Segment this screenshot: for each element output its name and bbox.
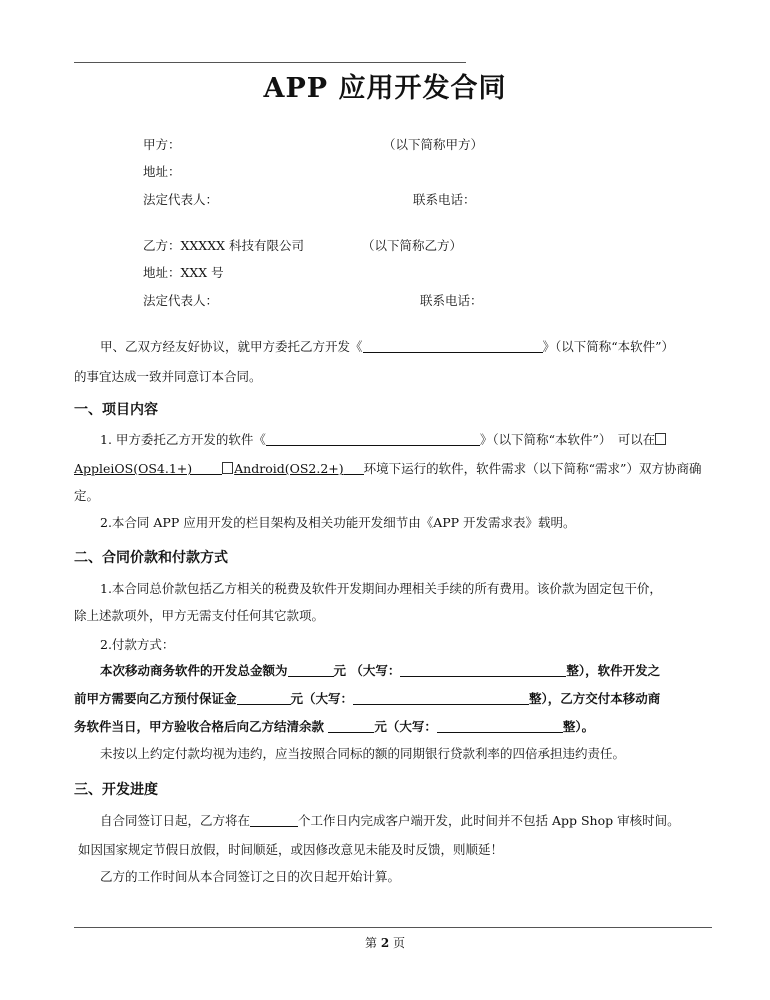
section-3-heading: 三、开发进度: [74, 782, 158, 798]
s2-bold-line1-end: 整），软件开发之: [566, 663, 661, 678]
s3-p2: 如因国家规定节假日放假，时间顺延，或因修改意见未能及时反馈，则顺延！: [78, 842, 504, 857]
total-amount-label: 本次移动商务软件的开发总金额为: [100, 663, 288, 678]
page-footer: [0, 934, 770, 951]
header-rule: [74, 62, 466, 63]
party-b-phone: 联系电话：: [420, 293, 483, 308]
workdays-blank[interactable]: [250, 813, 298, 827]
s3-p3: 乙方的工作时间从本合同签订之日的次日起开始计算。: [100, 869, 401, 884]
footer-post: 页: [393, 936, 406, 950]
s1-item1-line2: [74, 460, 701, 478]
android-checkbox[interactable]: [222, 462, 233, 474]
s2-breach: 未按以上约定付款均视为违约，应当按照合同标的额的同期银行贷款利率的四倍承担违约责任。: [100, 746, 626, 761]
intro-line-1: [100, 338, 674, 356]
deposit-label: 前甲方需要向乙方预付保证金: [74, 691, 237, 706]
s2-p1-line2: 除上述款项外，甲方无需支付任何其它款项。: [74, 608, 325, 623]
deposit-capital-blank[interactable]: [353, 691, 529, 705]
balance-capital-blank[interactable]: [437, 719, 563, 733]
intro-part-1: 甲、乙双方经友好协议，就甲方委托乙方开发《: [100, 339, 363, 354]
page-number: 2: [380, 936, 390, 950]
party-a-short: （以下简称甲方）: [383, 137, 484, 152]
party-a-phone: 联系电话：: [413, 192, 476, 207]
party-b-legal-rep: 法定代表人：: [143, 293, 219, 308]
deposit-capital-label: 元（大写：: [290, 691, 354, 706]
s1-item1-part-c: 环境下运行的软件，软件需求（以下简称“需求”）双方协商确: [363, 461, 702, 476]
s2-payment-method: 2.付款方式：: [100, 637, 175, 652]
s2-bold-line3: [74, 718, 594, 736]
balance-blank[interactable]: [328, 719, 374, 733]
s1-item2: 2.本合同 APP 应用开发的栏目架构及相关功能开发细节由《APP 开发需求表》载明。: [100, 515, 576, 530]
s1-item1-line3: 定。: [74, 488, 100, 503]
party-b-name: 乙方：XXXXX 科技有限公司: [143, 238, 304, 253]
total-amount-capital-blank[interactable]: [400, 663, 566, 677]
total-amount-blank[interactable]: [288, 663, 334, 677]
s2-bold-line3-end: 整）。: [562, 719, 595, 734]
party-a-legal-rep: 法定代表人：: [143, 192, 219, 207]
ios-checkbox[interactable]: [655, 433, 666, 445]
s2-bold-line2: [74, 690, 660, 708]
s3-p1: [100, 812, 680, 830]
s3-p1-part-a: 自合同签订日起，乙方将在: [100, 813, 251, 828]
s3-p1-part-b: 个工作日内完成客户端开发，此时间并不包括 App Shop 审核时间。: [298, 813, 680, 828]
software-name-blank[interactable]: [363, 339, 543, 353]
balance-capital-label: 元（大写：: [374, 719, 437, 734]
s1-item1-part-a: 1. 甲方委托乙方开发的软件《: [100, 432, 266, 447]
total-amount-capital-label: 元 （大写：: [333, 663, 401, 678]
s1-software-blank[interactable]: [266, 432, 480, 446]
footer-pre: 第: [364, 936, 377, 950]
party-b-address: 地址：XXX 号: [143, 265, 224, 280]
section-2-heading: 二、合同价款和付款方式: [74, 550, 228, 566]
balance-label: 务软件当日，甲方验收合格后向乙方结清余款: [74, 719, 329, 734]
ios-option-label: AppleiOS(OS4.1+): [74, 461, 193, 476]
section-1-heading: 一、项目内容: [74, 402, 158, 418]
s1-item1-part-b: 》（以下简称“本软件”） 可以在: [479, 432, 656, 447]
s2-p1-line1: 1.本合同总价款包括乙方相关的税费及软件开发期间办理相关手续的所有费用。该价款为固定包干价，: [100, 581, 662, 596]
party-a-label: 甲方：: [143, 137, 181, 152]
deposit-blank[interactable]: [237, 691, 291, 705]
party-b-short: （以下简称乙方）: [362, 238, 463, 253]
android-option-label: Android(OS2.2+): [234, 461, 344, 476]
intro-part-2: 》（以下简称“本软件”）: [542, 339, 675, 354]
s2-bold-line1: [100, 662, 660, 680]
s2-bold-line2-end: 整），乙方交付本移动商: [529, 691, 661, 706]
party-a-address: 地址：: [143, 164, 181, 179]
footer-rule: [74, 927, 712, 928]
s1-item1-line1: [100, 431, 667, 449]
document-title: APP 应用开发合同: [263, 73, 507, 104]
intro-line-2: 的事宜达成一致并同意订本合同。: [74, 369, 262, 384]
